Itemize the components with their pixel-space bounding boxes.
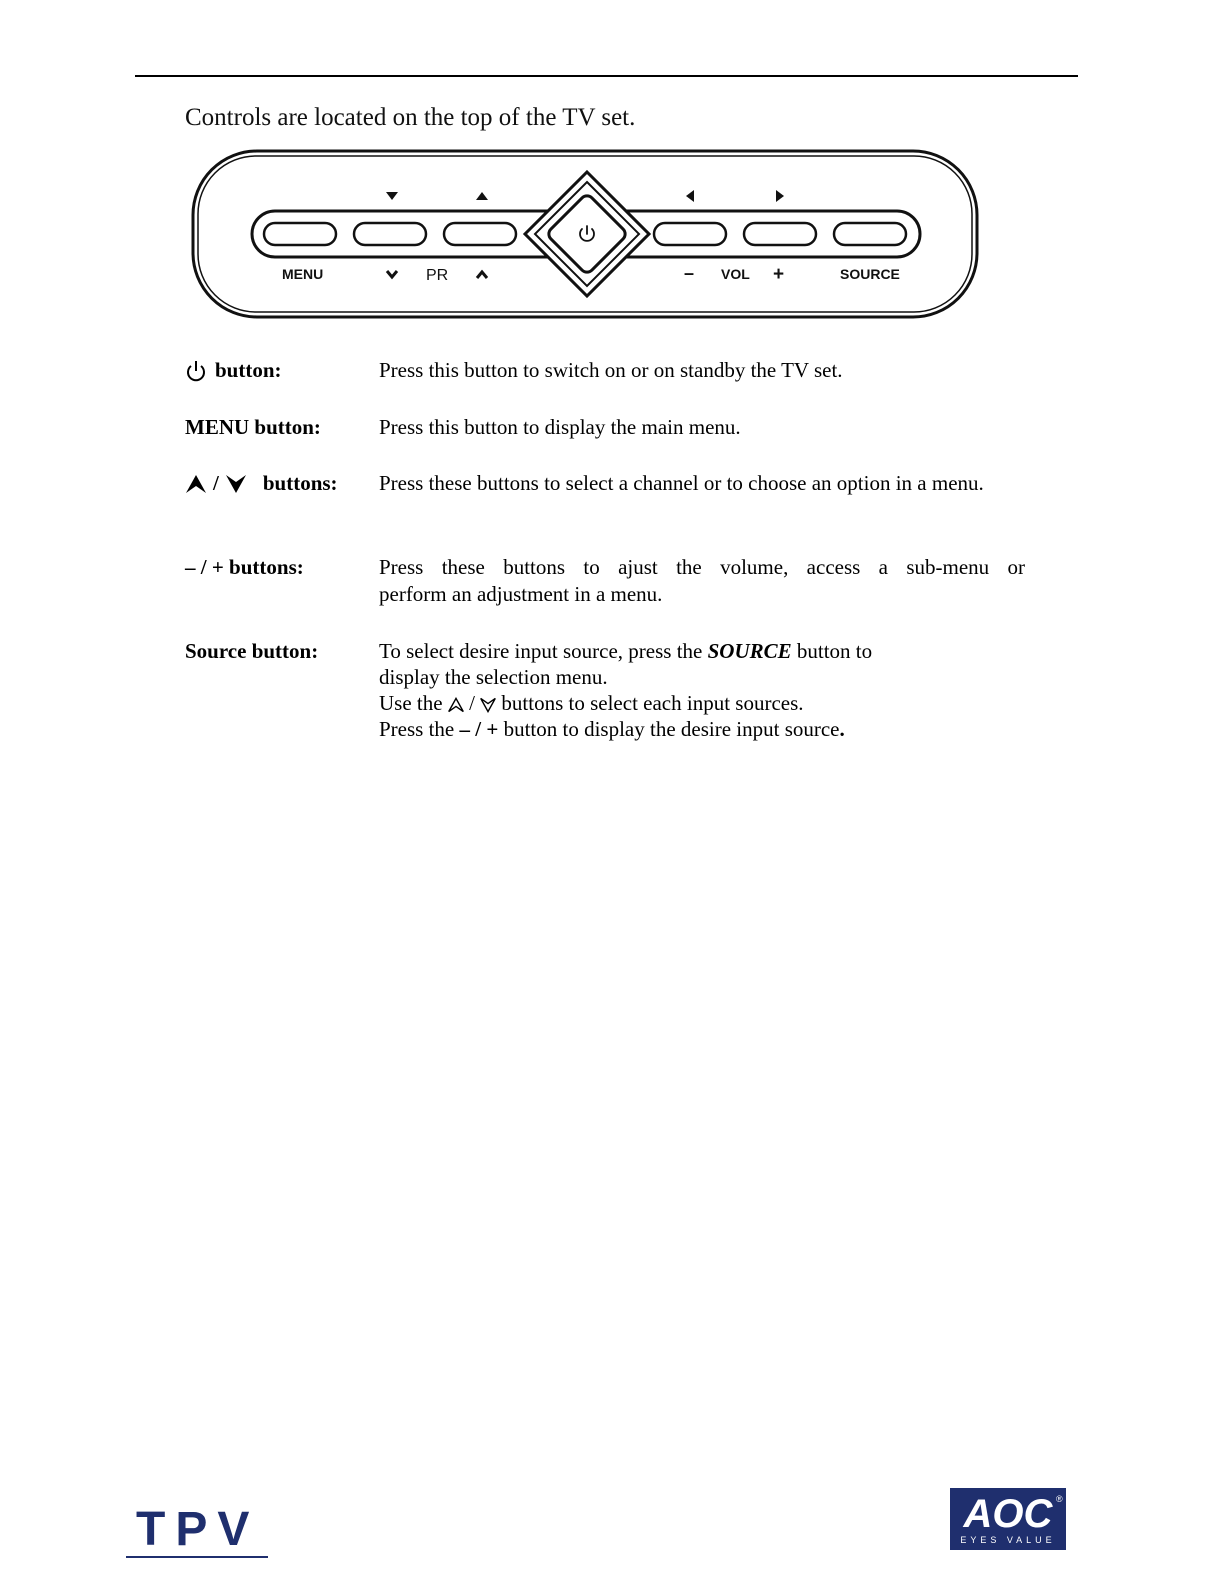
svg-text:®: ® bbox=[1056, 1494, 1063, 1504]
label-minus: – bbox=[684, 263, 695, 283]
definition-term: button: bbox=[185, 357, 282, 384]
tpv-logo bbox=[126, 1500, 268, 1562]
chevron-up-icon bbox=[477, 272, 487, 278]
svg-text:AOC: AOC bbox=[963, 1492, 1053, 1536]
chevron-down-icon bbox=[387, 271, 397, 277]
definition-text: Press this button to switch on or on standby the TV set. bbox=[379, 358, 843, 382]
definition-term: / buttons: bbox=[185, 470, 338, 497]
arrow-down-icon bbox=[225, 473, 247, 495]
definition-text: Press this button to display the main menu. bbox=[379, 415, 741, 439]
power-icon bbox=[185, 359, 207, 383]
label-menu: MENU bbox=[282, 266, 324, 282]
pr-down-key bbox=[354, 223, 426, 245]
menu-key bbox=[264, 223, 336, 245]
label-source: SOURCE bbox=[840, 266, 900, 282]
triangle-up-icon bbox=[476, 192, 488, 200]
triangle-left-icon bbox=[686, 190, 694, 202]
arrow-up-icon bbox=[185, 473, 207, 495]
svg-text:TPV: TPV bbox=[136, 1503, 260, 1556]
triangle-down-icon bbox=[386, 192, 398, 200]
control-panel-diagram bbox=[190, 148, 982, 322]
arrow-up-icon bbox=[448, 697, 464, 713]
definition-term: Source button: bbox=[185, 639, 319, 663]
label-plus: + bbox=[773, 264, 785, 285]
label-pr: PR bbox=[426, 267, 449, 284]
definition-term: MENU button: bbox=[185, 415, 321, 439]
definition-term: – / + buttons: bbox=[185, 555, 304, 579]
vol-up-key bbox=[744, 223, 816, 245]
arrow-down-icon bbox=[480, 697, 496, 713]
triangle-right-icon bbox=[776, 190, 784, 202]
pr-up-key bbox=[444, 223, 516, 245]
definition-text: Press these buttons to select a channel or to choose an option in a menu. bbox=[379, 471, 984, 495]
label-vol: VOL bbox=[721, 266, 750, 282]
definition-text: To select desire input source, press the SOURCE button to display the selection menu. Use the / buttons to select each input sources. Press the – / + button to display the desire input source. bbox=[379, 639, 873, 741]
header-rule bbox=[135, 75, 1078, 77]
source-key bbox=[834, 223, 906, 245]
aoc-logo bbox=[950, 1488, 1066, 1550]
intro-text: Controls are located on the top of the TV set. bbox=[185, 104, 636, 131]
definition-text: Press these buttons to ajust the volume, access a sub-menu or perform an adjustment in a menu. bbox=[379, 555, 1025, 606]
vol-down-key bbox=[654, 223, 726, 245]
svg-text:EYES VALUE: EYES VALUE bbox=[960, 1535, 1056, 1545]
